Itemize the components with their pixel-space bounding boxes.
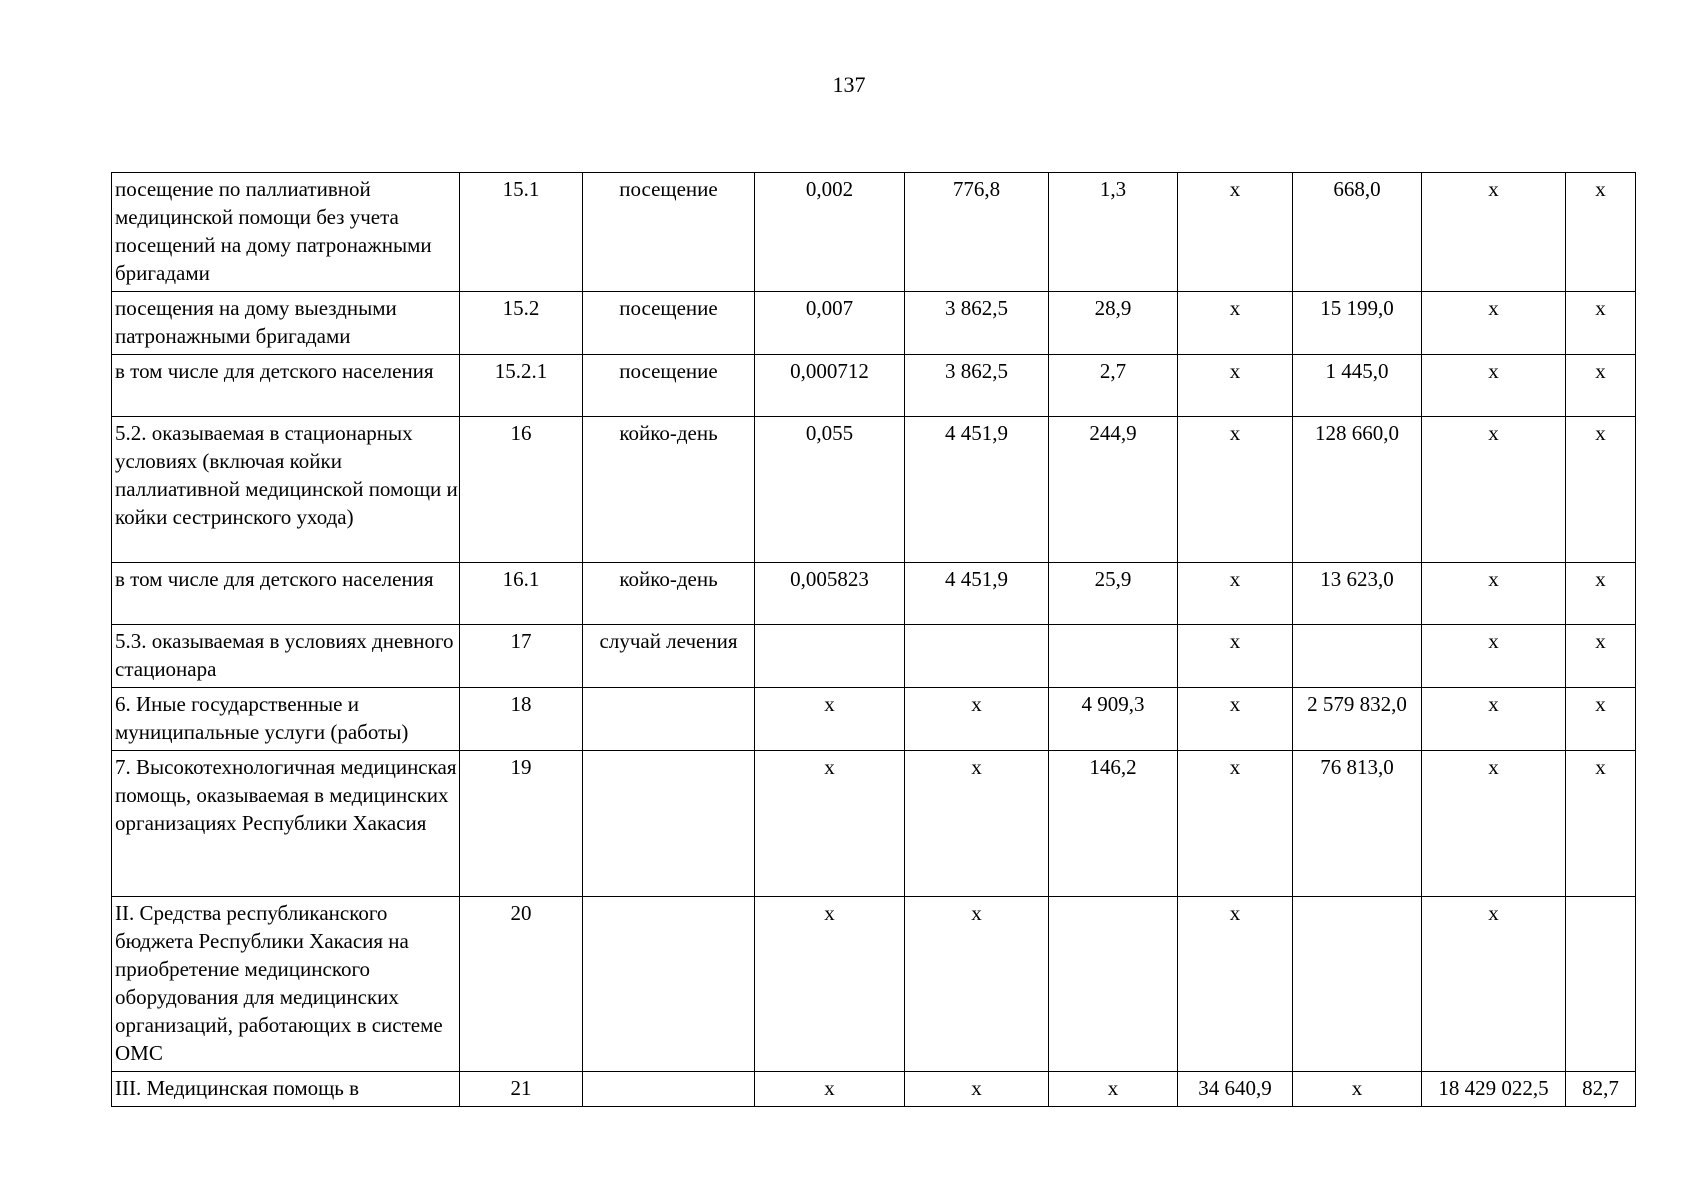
cost-norm-cell: х (905, 1072, 1049, 1107)
per-capita-budget-cell: 1,3 (1049, 173, 1178, 292)
table-row (112, 688, 1636, 751)
total-budget-cell: 668,0 (1293, 173, 1422, 292)
volume-norm-cell: 0,000712 (755, 355, 905, 417)
unit-cell: посещение (583, 355, 755, 417)
volume-norm-cell: 0,055 (755, 417, 905, 563)
table-row (112, 563, 1636, 625)
total-oms-cell: х (1422, 173, 1566, 292)
volume-norm-cell: х (755, 751, 905, 897)
share-cell: х (1566, 751, 1636, 897)
volume-norm-cell: х (755, 688, 905, 751)
row-code-cell: 17 (460, 625, 583, 688)
row-code-cell: 15.2.1 (460, 355, 583, 417)
total-oms-cell: х (1422, 417, 1566, 563)
total-budget-cell: х (1293, 1072, 1422, 1107)
share-cell: 82,7 (1566, 1072, 1636, 1107)
unit-cell: посещение (583, 173, 755, 292)
row-name-cell: 7. Высокотехнологичная медицинская помощь, оказываемая в медицинских организациях Республики Хакасия (112, 751, 460, 897)
total-oms-cell: х (1422, 625, 1566, 688)
volume-norm-cell: 0,007 (755, 292, 905, 355)
unit-cell (583, 897, 755, 1072)
row-code-cell: 19 (460, 751, 583, 897)
per-capita-budget-cell: х (1049, 1072, 1178, 1107)
row-name-cell: 6. Иные государственные и муниципальные услуги (работы) (112, 688, 460, 751)
unit-cell (583, 688, 755, 751)
row-code-cell: 18 (460, 688, 583, 751)
share-cell: х (1566, 173, 1636, 292)
per-capita-oms-cell: х (1178, 355, 1293, 417)
cost-norm-cell: х (905, 688, 1049, 751)
per-capita-oms-cell: х (1178, 751, 1293, 897)
table-body (112, 173, 1636, 1107)
volume-norm-cell: 0,005823 (755, 563, 905, 625)
cost-norm-cell: 4 451,9 (905, 417, 1049, 563)
total-budget-cell: 76 813,0 (1293, 751, 1422, 897)
per-capita-budget-cell: 146,2 (1049, 751, 1178, 897)
row-code-cell: 15.2 (460, 292, 583, 355)
total-budget-cell: 128 660,0 (1293, 417, 1422, 563)
unit-cell: койко-день (583, 417, 755, 563)
unit-cell (583, 751, 755, 897)
total-oms-cell: х (1422, 355, 1566, 417)
total-budget-cell: 2 579 832,0 (1293, 688, 1422, 751)
row-name-cell: III. Медицинская помощь в (112, 1072, 460, 1107)
per-capita-budget-cell: 244,9 (1049, 417, 1178, 563)
row-code-cell: 15.1 (460, 173, 583, 292)
row-name-cell: в том числе для детского населения (112, 563, 460, 625)
row-name-cell: посещения на дому выездными патронажными бригадами (112, 292, 460, 355)
per-capita-oms-cell: х (1178, 563, 1293, 625)
volume-norm-cell: 0,002 (755, 173, 905, 292)
per-capita-budget-cell: 2,7 (1049, 355, 1178, 417)
share-cell: х (1566, 563, 1636, 625)
total-budget-cell: 15 199,0 (1293, 292, 1422, 355)
data-table (111, 172, 1636, 1107)
total-oms-cell: 18 429 022,5 (1422, 1072, 1566, 1107)
row-code-cell: 16 (460, 417, 583, 563)
total-budget-cell (1293, 897, 1422, 1072)
table-row (112, 417, 1636, 563)
table-row (112, 355, 1636, 417)
share-cell (1566, 897, 1636, 1072)
volume-norm-cell: х (755, 897, 905, 1072)
page-number: 137 (832, 72, 866, 97)
per-capita-oms-cell: х (1178, 688, 1293, 751)
row-name-cell: в том числе для детского населения (112, 355, 460, 417)
cost-norm-cell: х (905, 897, 1049, 1072)
row-name-cell: посещение по паллиативной медицинской помощи без учета посещений на дому патронажными бригадами (112, 173, 460, 292)
row-code-cell: 21 (460, 1072, 583, 1107)
table-row (112, 897, 1636, 1072)
per-capita-oms-cell: х (1178, 173, 1293, 292)
per-capita-budget-cell: 28,9 (1049, 292, 1178, 355)
row-name-cell: 5.3. оказываемая в условиях дневного стационара (112, 625, 460, 688)
per-capita-oms-cell: х (1178, 417, 1293, 563)
cost-norm-cell: х (905, 751, 1049, 897)
per-capita-budget-cell (1049, 897, 1178, 1072)
per-capita-budget-cell: 25,9 (1049, 563, 1178, 625)
unit-cell: случай лечения (583, 625, 755, 688)
unit-cell (583, 1072, 755, 1107)
per-capita-oms-cell: х (1178, 897, 1293, 1072)
table-row (112, 625, 1636, 688)
row-name-cell: II. Средства республиканского бюджета Республики Хакасия на приобретение медицинского оборудования для медицинских организаций, работающих в системе ОМС (112, 897, 460, 1072)
per-capita-budget-cell (1049, 625, 1178, 688)
cost-norm-cell: 3 862,5 (905, 292, 1049, 355)
share-cell: х (1566, 417, 1636, 563)
share-cell: х (1566, 355, 1636, 417)
total-oms-cell: х (1422, 751, 1566, 897)
share-cell: х (1566, 292, 1636, 355)
table-row (112, 173, 1636, 292)
share-cell: х (1566, 688, 1636, 751)
cost-norm-cell: 776,8 (905, 173, 1049, 292)
cost-norm-cell (905, 625, 1049, 688)
total-oms-cell: х (1422, 292, 1566, 355)
share-cell: х (1566, 625, 1636, 688)
cost-norm-cell: 4 451,9 (905, 563, 1049, 625)
table-row (112, 292, 1636, 355)
volume-norm-cell (755, 625, 905, 688)
row-name-cell: 5.2. оказываемая в стационарных условиях (включая койки паллиативной медицинской помощи и койки сестринского ухода) (112, 417, 460, 563)
volume-norm-cell: х (755, 1072, 905, 1107)
unit-cell: койко-день (583, 563, 755, 625)
row-code-cell: 20 (460, 897, 583, 1072)
table-row (112, 1072, 1636, 1107)
cost-norm-cell: 3 862,5 (905, 355, 1049, 417)
total-budget-cell (1293, 625, 1422, 688)
total-oms-cell: х (1422, 688, 1566, 751)
total-oms-cell: х (1422, 563, 1566, 625)
table-row (112, 751, 1636, 897)
row-code-cell: 16.1 (460, 563, 583, 625)
total-oms-cell: х (1422, 897, 1566, 1072)
per-capita-oms-cell: х (1178, 625, 1293, 688)
total-budget-cell: 13 623,0 (1293, 563, 1422, 625)
per-capita-oms-cell: х (1178, 292, 1293, 355)
total-budget-cell: 1 445,0 (1293, 355, 1422, 417)
unit-cell: посещение (583, 292, 755, 355)
per-capita-oms-cell: 34 640,9 (1178, 1072, 1293, 1107)
per-capita-budget-cell: 4 909,3 (1049, 688, 1178, 751)
